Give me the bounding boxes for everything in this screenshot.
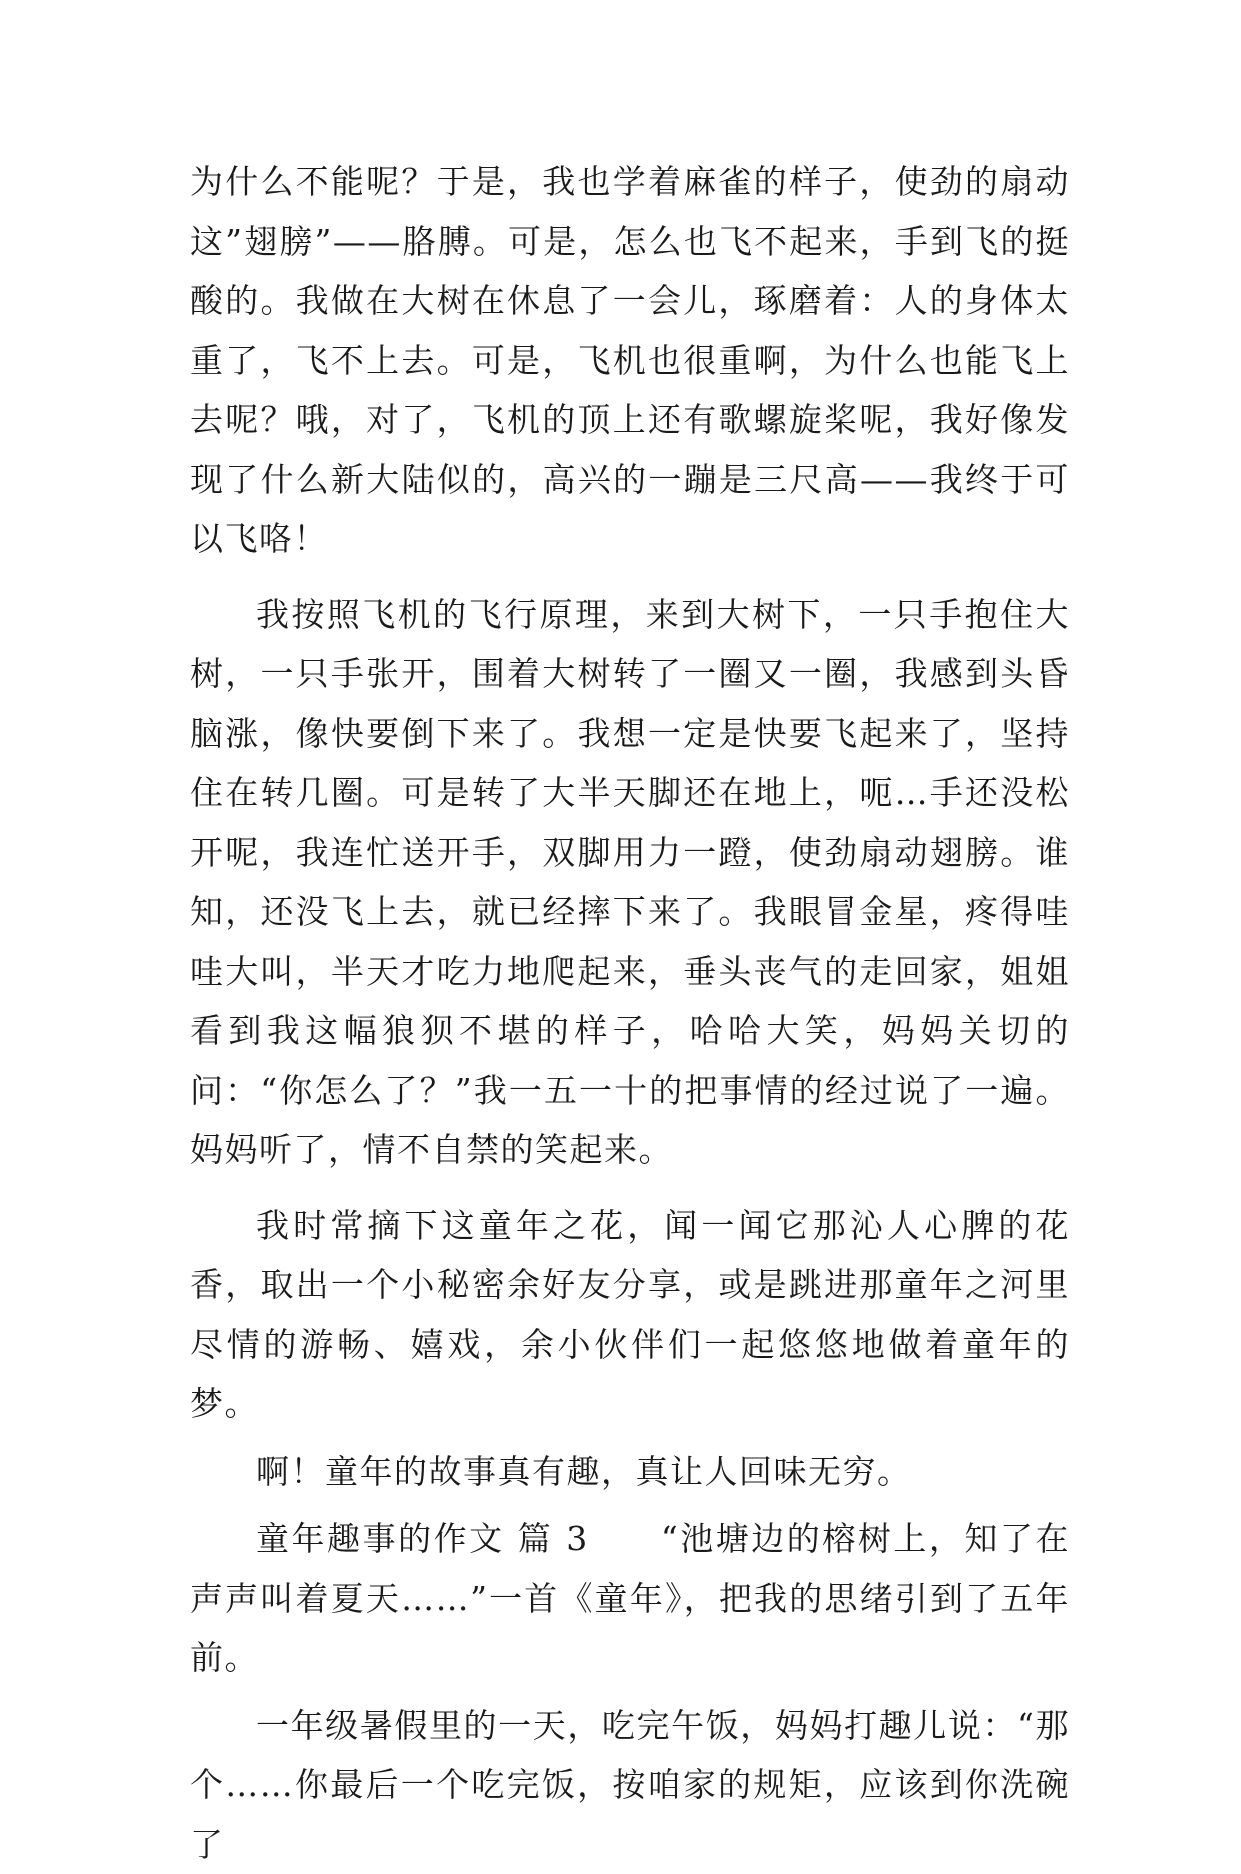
paragraph-4: 啊！童年的故事真有趣，真让人回味无穷。	[190, 1442, 1070, 1502]
paragraph-6: 一年级暑假里的一天，吃完午饭，妈妈打趣儿说：“那个……你最后一个吃完饭，按咱家的规矩，应该到你洗碗了	[190, 1696, 1070, 1874]
essay-body	[190, 152, 1070, 1874]
paragraph-2: 我按照飞机的飞行原理，来到大树下，一只手抱住大树，一只手张开，围着大树转了一圈又一圈，我感到头昏脑涨，像快要倒下来了。我想一定是快要飞起来了，坚持住在转几圈。可是转了大半天脚还在地上，呃…手还没松开呢，我连忙送开手，双脚用力一蹬，使劲扇动翅膀。谁知，还没飞上去，就已经摔下来了。我眼冒金星，疼得哇哇大叫，半天才吃力地爬起来，垂头丧气的走回家，姐姐看到我这幅狼狈不堪的样子，哈哈大笑，妈妈关切的问：“你怎么了？”我一五一十的把事情的经过说了一遍。妈妈听了，情不自禁的笑起来。	[190, 585, 1070, 1180]
paragraph-3: 我时常摘下这童年之花，闻一闻它那沁人心脾的花香，取出一个小秘密余好友分享，或是跳进那童年之河里尽情的游畅、嬉戏，余小伙伴们一起悠悠地做着童年的梦。	[190, 1196, 1070, 1434]
paragraph-1: 为什么不能呢？于是，我也学着麻雀的样子，使劲的扇动这”翅膀”——胳膊。可是，怎么也飞不起来，手到飞的挺酸的。我做在大树在休息了一会儿，琢磨着：人的身体太重了，飞不上去。可是，飞机也很重啊，为什么也能飞上去呢？哦，对了，飞机的顶上还有歌螺旋桨呢，我好像发现了什么新大陆似的，高兴的一蹦是三尺高——我终于可以飞咯！	[190, 152, 1070, 569]
paragraph-5-section-heading: 童年趣事的作文 篇 3 “池塘边的榕树上，知了在声声叫着夏天……”一首《童年》，把我的思绪引到了五年前。	[190, 1509, 1070, 1688]
